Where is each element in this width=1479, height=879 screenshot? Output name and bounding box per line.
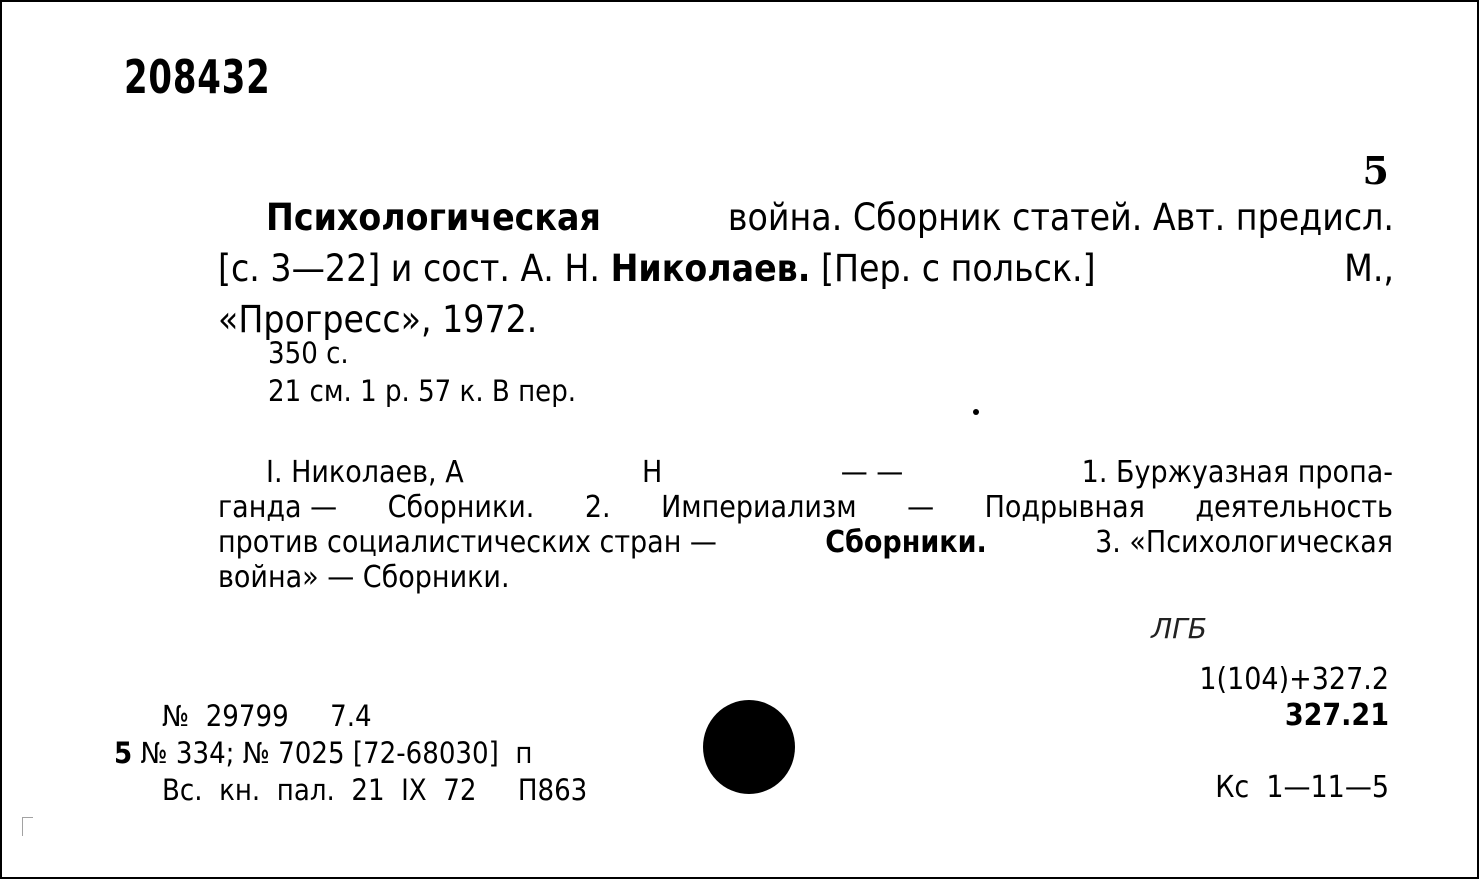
title-heading: Психологическая	[266, 196, 601, 239]
subject-word: Империализм	[661, 490, 857, 525]
publication-city: М.,	[1344, 247, 1394, 290]
inventory-number: 208432	[124, 50, 271, 104]
added-entry-author: I. Николаев, А	[266, 455, 464, 490]
order-line-2-num: 5	[114, 736, 133, 770]
subject-1: 1. Буржуазная пропа-	[1081, 455, 1393, 490]
order-line-2-rest: № 334; № 7025 [72-68030] п	[140, 736, 533, 770]
classification-index: 1(104)+327.2	[1199, 662, 1389, 697]
subject-word: Сборники.	[387, 490, 535, 525]
subject-line-3-bold: Сборники.	[825, 525, 987, 560]
subject-dash: — —	[840, 455, 904, 490]
subject-line-2	[218, 490, 1393, 525]
subject-line-1	[218, 455, 1393, 490]
punch-hole	[703, 700, 795, 794]
order-line-2	[114, 736, 532, 770]
subject-line-4: война» — Сборники.	[218, 560, 510, 595]
library-stamp: ЛГБ	[1151, 612, 1207, 645]
title-line-1	[218, 192, 1394, 243]
subject-headings	[218, 455, 1393, 595]
subject-line-3-a: против социалистических стран —	[218, 525, 717, 560]
corner-number: 5	[1362, 148, 1389, 193]
order-line-1: № 29799 7.4	[162, 699, 372, 733]
size-price: 21 см. 1 р. 57 к. В пер.	[268, 374, 577, 408]
title-line-2-left: [с. 3—22] и сост. А. Н.	[218, 247, 600, 290]
title-line-1-rest: война. Сборник статей. Авт. предисл.	[727, 196, 1394, 239]
scan-speck	[22, 817, 33, 836]
subject-word: 2.	[584, 490, 611, 525]
subject-line-3-b: 3. «Психологическая	[1095, 525, 1393, 560]
order-line-3: Вс. кн. пал. 21 IX 72 П863	[162, 773, 588, 807]
subject-word: деятельность	[1195, 490, 1393, 525]
classification-index-bold: 327.21	[1284, 698, 1389, 733]
page-count: 350 с.	[268, 336, 349, 370]
added-entry-initial: Н	[642, 455, 663, 490]
physical-description	[268, 334, 576, 410]
bibliographic-description	[218, 192, 1394, 345]
title-line-2-group	[218, 243, 1096, 294]
subject-word: Подрывная	[984, 490, 1145, 525]
subject-word: —	[907, 490, 935, 525]
title-line-2	[218, 243, 1394, 294]
kc-code: Кс 1—11—5	[1215, 770, 1389, 805]
publisher-year: «Прогресс», 1972.	[218, 298, 538, 341]
subject-line-3	[218, 525, 1393, 560]
subject-word: ганда —	[218, 490, 338, 525]
translation-note: [Пер. с польск.]	[820, 247, 1096, 290]
compiler-name: Николаев.	[610, 247, 811, 290]
ink-dot	[973, 409, 979, 415]
